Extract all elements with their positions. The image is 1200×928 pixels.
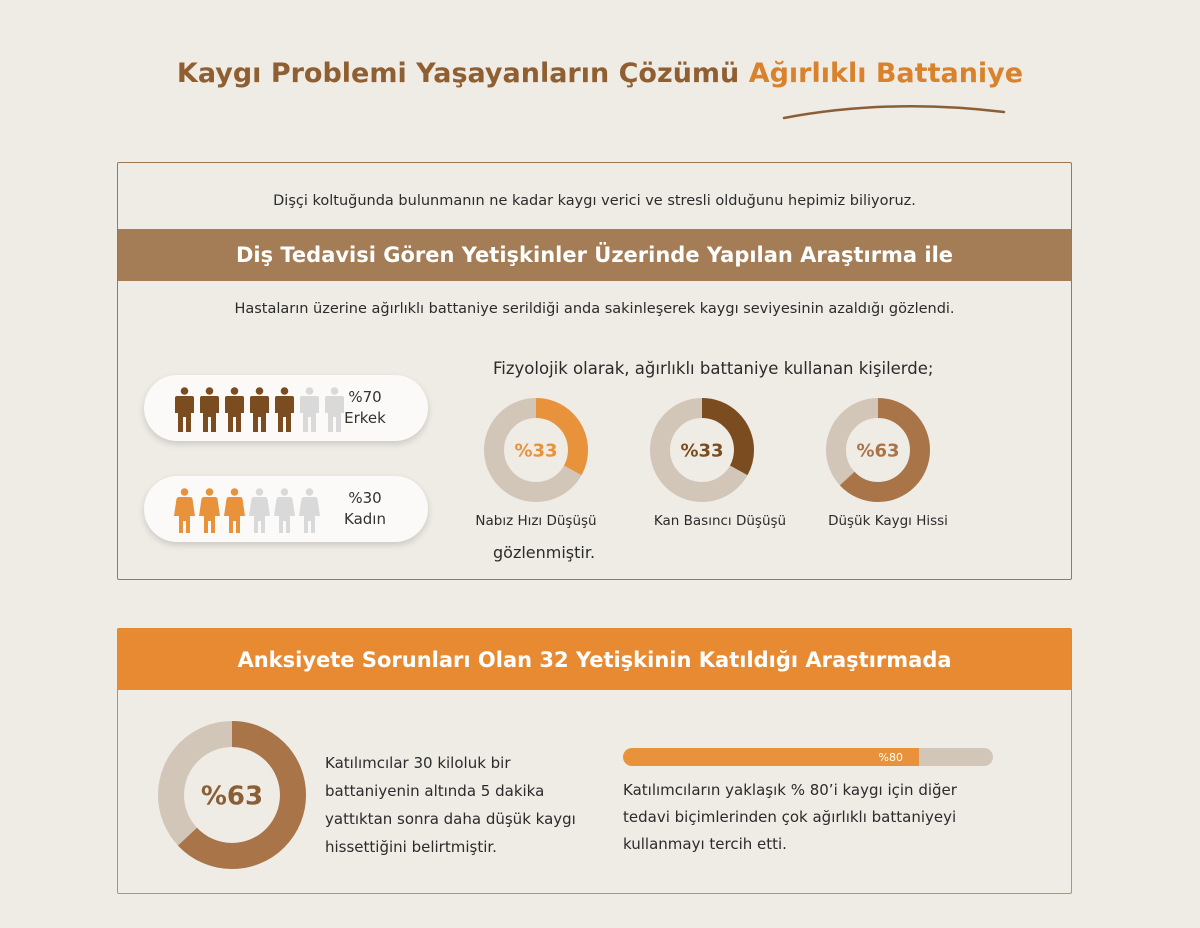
men-stat-pill xyxy=(144,375,428,441)
person-icon xyxy=(224,387,245,437)
person-icon xyxy=(199,488,220,538)
title-part2: Ağırlıklı Battaniye xyxy=(748,58,1024,89)
men-stat-label xyxy=(320,387,410,429)
observation-text: Hastaların üzerine ağırlıklı battaniye serildiği anda sakinleşerek kaygı seviyesinin azaldığı gözlendi. xyxy=(234,301,955,317)
men-percent: %70 xyxy=(348,388,382,406)
big-donut-chart xyxy=(158,721,306,869)
title-underline-swoosh xyxy=(780,96,1010,122)
donut-value-text: %33 xyxy=(514,440,558,462)
person-icon xyxy=(224,488,245,538)
page-title xyxy=(0,58,1200,89)
physio-intro: Fizyolojik olarak, ağırlıklı battaniye kullanan kişilerde; xyxy=(493,359,934,378)
person-icon xyxy=(274,387,295,437)
person-icon xyxy=(299,387,320,437)
dental-study-box xyxy=(117,162,1072,580)
anxiety-study-heading: Anksiyete Sorunları Olan 32 Yetişkinin Katıldığı Araştırmada xyxy=(118,629,1071,690)
women-icon-row xyxy=(174,488,320,538)
person-icon xyxy=(274,488,295,538)
observed-text: gözlenmiştir. xyxy=(493,543,596,562)
donut-value-text: %33 xyxy=(680,440,724,462)
person-icon xyxy=(174,387,195,437)
women-stat-pill xyxy=(144,476,428,542)
person-icon xyxy=(199,387,220,437)
women-label: Kadın xyxy=(344,510,386,528)
preference-progress-fill xyxy=(623,748,919,766)
person-icon xyxy=(299,488,320,538)
person-icon xyxy=(249,488,270,538)
title-part1: Kaygı Problemi Yaşayanların Çözümü xyxy=(176,58,740,89)
donut-label-blood-pressure: Kan Basıncı Düşüşü xyxy=(653,513,787,529)
preference-progress-label: %80 xyxy=(878,750,903,764)
intro-text: Dişçi koltuğunda bulunmanın ne kadar kaygı verici ve stresli olduğunu hepimiz biliyoruz. xyxy=(273,193,916,209)
preference-text: Katılımcıların yaklaşık % 80’i kaygı için diğer tedavi biçimlerinden çok ağırlıklı battaniyeyi kullanmayı tercih etti. xyxy=(623,781,957,853)
donut-value-text: %63 xyxy=(856,440,900,462)
donut-pulse xyxy=(484,398,588,502)
women-stat-label xyxy=(320,488,410,530)
donut-low-anxiety xyxy=(826,398,930,502)
donut-label-low-anxiety: Düşük Kaygı Hissi xyxy=(828,513,948,529)
donut-label-pulse: Nabız Hızı Düşüşü xyxy=(475,513,597,529)
dental-study-heading: Diş Tedavisi Gören Yetişkinler Üzerinde Yapılan Araştırma ile xyxy=(118,229,1071,281)
men-label: Erkek xyxy=(344,409,386,427)
donut-blood-pressure xyxy=(650,398,754,502)
study-result-text: Katılımcılar 30 kiloluk bir battaniyenin altında 5 dakika yattıktan sonra daha düşük kaygı hissettiğini belirtmiştir. xyxy=(325,754,576,856)
person-icon xyxy=(249,387,270,437)
preference-progress-bar xyxy=(623,748,993,766)
anxiety-study-box xyxy=(117,628,1072,894)
person-icon xyxy=(174,488,195,538)
donut-value-text: %63 xyxy=(200,781,264,812)
women-percent: %30 xyxy=(348,489,382,507)
